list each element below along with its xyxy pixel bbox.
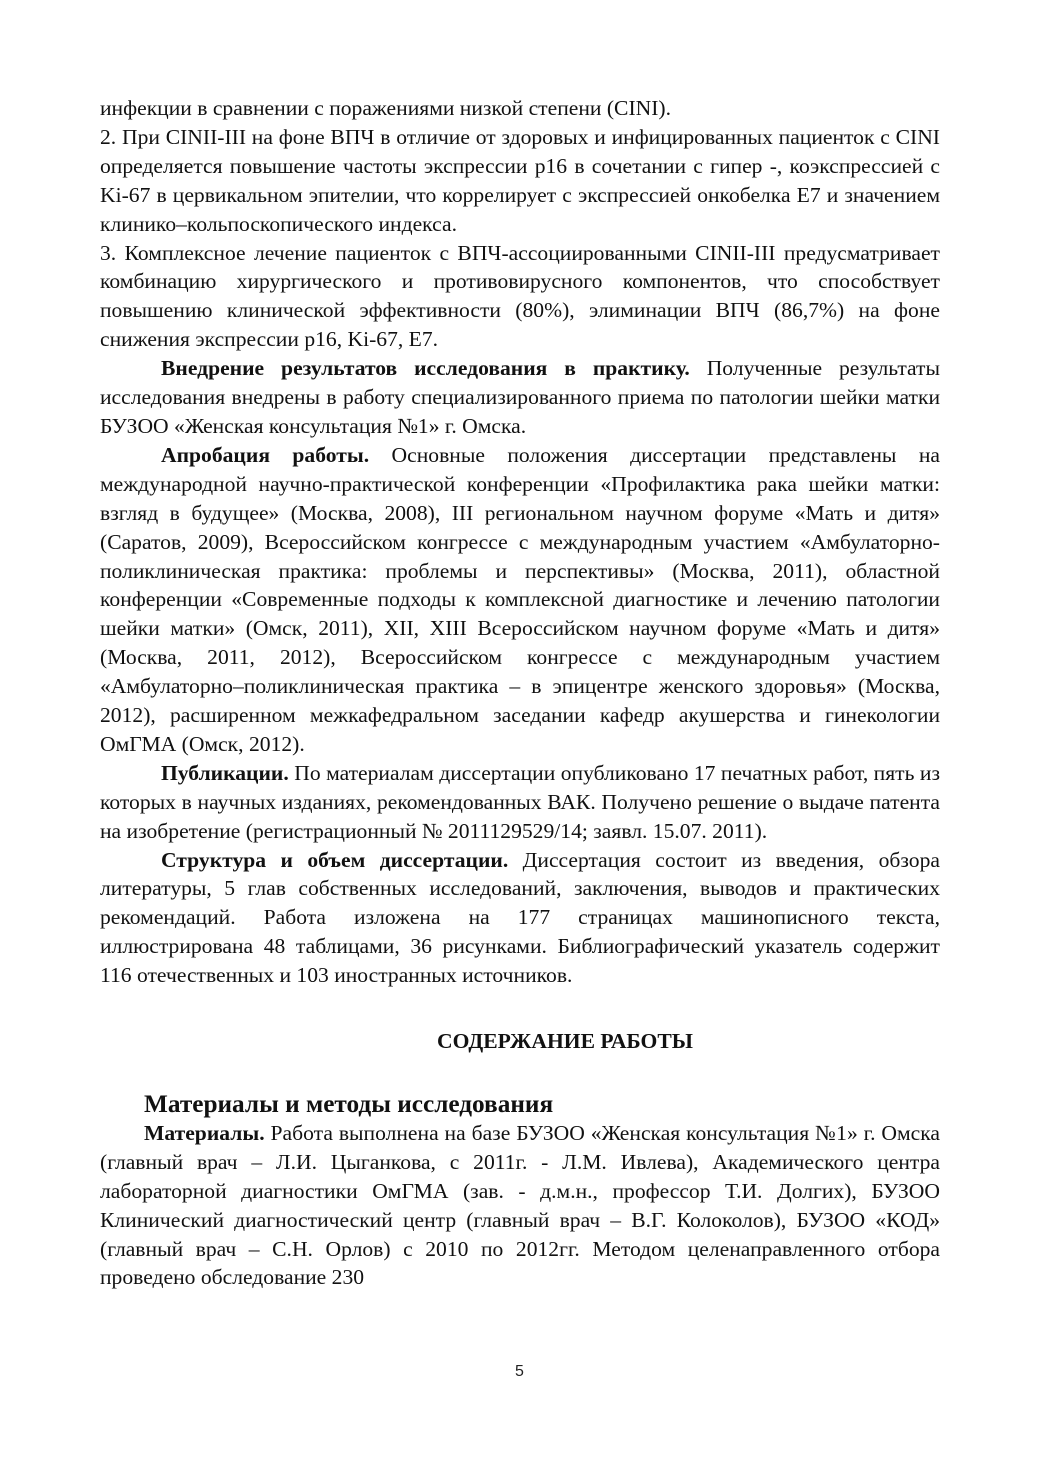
paragraph-publications (100, 759, 940, 846)
paragraph-lead: Публикации. (161, 760, 289, 785)
page-body (100, 94, 940, 1292)
paragraph-implementation (100, 354, 940, 441)
paragraph-approbation (100, 441, 940, 759)
paragraph-text: Полученные результаты исследования внедрены в работу специализированного приема по патологии шейки матки БУЗОО «Женская консультация №1» г. Омска. (100, 356, 940, 438)
paragraph-text: инфекции в сравнении с поражениями низкой степени (CINI). (100, 96, 672, 120)
paragraph-findings-continued (100, 94, 940, 123)
paragraph-finding-2 (100, 123, 940, 239)
paragraph-lead: Материалы. (144, 1120, 265, 1145)
section-heading: СОДЕРЖАНИЕ РАБОТЫ (437, 1029, 693, 1054)
page-number: 5 (515, 1363, 524, 1380)
paragraph-text: 2. При CINII-III на фоне ВПЧ в отличие от здоровых и инфицированных пациенток с CINI определяется повышение частоты экспрессии p16 в сочетании с гипер -, коэкспрессией с Ki-67 в цервикальном эпителии, что коррелирует с экспрессией онкобелка Е7 и значением клинико–кольпоскопического индекса. (100, 124, 940, 236)
paragraph-structure (100, 846, 940, 991)
paragraph-text: 3. Комплексное лечение пациенток с ВПЧ-ассоциированными CINII-III предусматривает комбинацию хирургического и противовирусного компонентов, что способствует повышению клинической эффективности (80%), элиминации ВПЧ (86,7%) на фоне снижения экспрессии p16, Ki-67, E7. (100, 240, 940, 352)
paragraph-lead: Структура и объем диссертации. (161, 847, 509, 872)
paragraph-text: Работа выполнена на базе БУЗОО «Женская консультация №1» г. Омска (главный врач – Л.И. Цыганкова, с 2011г. - Л.М. Ивлева), Академического центра лабораторной диагностики ОмГМА (зав. - д.м.н., профессор Т.И. Долгих), БУЗОО Клинический диагностический центр (главный врач – В.Г. Колоколов), БУЗОО «КОД» (главный врач – С.Н. Орлов) с 2010 по 2012гг. Методом целенаправленного отбора проведено обследование 230 (100, 1120, 940, 1290)
paragraph-text: По материалам диссертации опубликовано 17 печатных работ, пять из которых в научных изданиях, рекомендованных ВАК. Получено решение о выдаче патента на изобретение (регистрационный № 2011129529/14; заявл. 15.07. 2011). (100, 760, 940, 843)
paragraph-lead: Апробация работы. (161, 442, 370, 467)
paragraph-finding-3 (100, 239, 940, 355)
paragraph-text: Диссертация состоит из введения, обзора литературы, 5 глав собственных исследований, заключения, выводов и практических рекомендаций. Работа изложена на 177 страницах машинописного текста, иллюстрирована 48 таблицами, 36 рисунками. Библиографический указатель содержит 116 отечественных и 103 иностранных источников. (100, 847, 940, 988)
paragraph-materials (100, 1119, 940, 1292)
paragraph-lead: Внедрение результатов исследования в практику. (161, 356, 690, 381)
paragraph-text: Основные положения диссертации представлены на международной научно-практической конференции «Профилактика рака шейки матки: взгляд в будущее» (Москва, 2008), III региональном научном форуме «Мать и дитя» (Саратов, 2009), Всероссийском конгрессе с международным участием «Амбулаторно-поликлиническая практика: проблемы и перспективы» (Москва, 2011), областной конференции «Современные подходы к комплексной диагностике и лечению патологии шейки матки» (Омск, 2011), XII, XIII Всероссийском научном форуме «Мать и дитя» (Москва, 2011, 2012), Всероссийском конгрессе с международным участием «Амбулаторно–поликлиническая практика – в эпицентре женского здоровья» (Москва, 2012), расширенном межкафедральном заседании кафедр акушерства и гинекологии ОмГМА (Омск, 2012). (100, 442, 940, 756)
subsection-heading: Материалы и методы исследования (144, 1090, 554, 1118)
